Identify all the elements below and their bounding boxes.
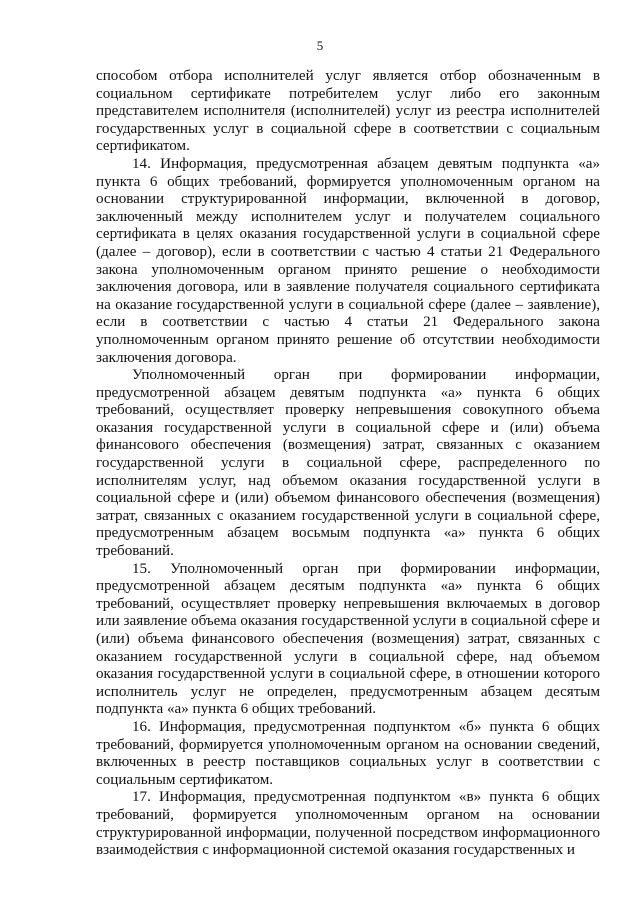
page-number: 5 (316, 38, 324, 53)
paragraph-item-15: 15. Уполномоченный орган при формировании информации, предусмотренной абзацем десятым подпункта «а» пункта 6 общих требований, осуществляет проверку непревышения включаемых в договор или заявление объема оказания государственной услуги в социальной сфере и (или) объема финансового обеспечения (возмещения) затрат, связанных с оказанием государственной услуги в социальной сфере, над объемом оказания государственной услуги в социальной сфере, в отношении которого исполнитель услуг не определен, предусмотренным абзацем десятым подпункта «а» пункта 6 общих требований. (96, 560, 600, 718)
paragraph-item-17: 17. Информация, предусмотренная подпунктом «в» пункта 6 общих требований, формируется уполномоченным органом на основании структурированной информации, полученной посредством информационного взаимодействия с информационной системой оказания государственных и (96, 789, 600, 859)
paragraph-item-14-verification: Уполномоченный орган при формировании информации, предусмотренной абзацем девятым подпункта «а» пункта 6 общих требований, осуществляет проверку непревышения совокупного объема оказания государственной услуги в социальной сфере и (или) объема финансового обеспечения (возмещения) затрат, связанных с оказанием государственной услуги в социальной сфере, распределенного по исполнителям услуг, над объемом оказания государственной услуги в социальной сфере и (или) объемом финансового обеспечения (возмещения) затрат, связанных с оказанием государственной услуги в социальной сфере, предусмотренным абзацем восьмым подпункта «а» пункта 6 общих требований. (96, 367, 600, 560)
paragraph-continuation: способом отбора исполнителей услуг является отбор обозначенным в социальном сертификате потребителем услуг либо его законным представителем исполнителя (исполнителей) услуг из реестра исполнителей государственных услуг в социальной сфере в соответствии с социальным сертификатом. (96, 68, 600, 155)
paragraph-item-16: 16. Информация, предусмотренная подпунктом «б» пункта 6 общих требований, формируется уполномоченным органом на основании сведений, включенных в реестр поставщиков социальных услуг в соответствии с социальным сертификатом. (96, 718, 600, 788)
paragraph-item-14: 14. Информация, предусмотренная абзацем девятым подпункта «а» пункта 6 общих требований, формируется уполномоченным органом на основании структурированной информации, включенной в договор, заключенный между исполнителем услуг и получателем социального сертификата в целях оказания государственной услуги в социальной сфере (далее – договор), если в соответствии с частью 4 статьи 21 Федерального закона уполномоченным органом принято решение о необходимости заключения договора, или в заявление получателя социального сертификата на оказание государственной услуги в социальной сфере (далее – заявление), если в соответствии с частью 4 статьи 21 Федерального закона уполномоченным органом принято решение об отсутствии необходимости заключения договора. (96, 155, 600, 366)
document-body (96, 68, 600, 860)
